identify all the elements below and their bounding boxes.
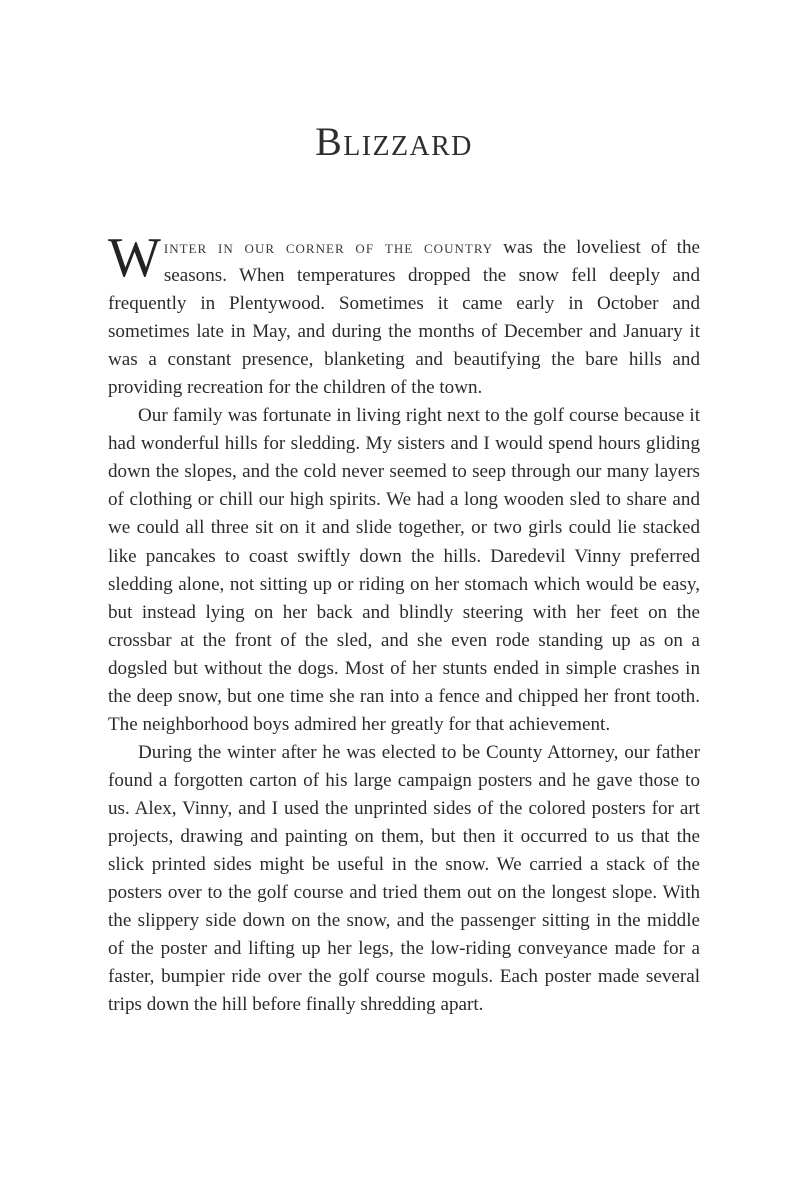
paragraph-3: During the winter after he was elected to be County Attorney, our father found a forgotten carton of his large campaign posters and he gave those to us. Alex, Vinny, and I used the unprinted sides of the colored posters for art projects, drawing and painting on them, but then it occurred to us that the slick printed sides might be useful in the snow. We carried a stack of the posters over to the golf course and tried them out on the longest slope. With the slippery side down on the snow, and the passenger sitting in the middle of the poster and lifting up her legs, the low-riding conveyance made for a faster, bumpier ride over the golf course moguls. Each poster made several trips down the hill before finally shredding apart. — [108, 741, 700, 1016]
drop-cap-initial: W — [108, 227, 161, 289]
small-caps-opening: inter in our corner of the country — [163, 237, 494, 257]
paragraph-2: Our family was fortunate in living right next to the golf course because it had wonderful hills for sledding. My sisters and I would spend hours gliding down the slopes, and the cold never seemed to seep through our many layers of clothing or chill our high spirits. We had a long wooden sled to share and we could all three sit on it and slide together, or two girls could lie stacked like pancakes to coast swiftly down the hills. Daredevil Vinny preferred sledding alone, not sitting up or riding on her stomach which would be easy, but instead lying on her back and blindly steering with her feet on the crossbar at the front of the sled, and she even rode standing up as on a dogsled but without the dogs. Most of her stunts ended in simple crashes in the deep snow, but one time she ran into a fence and chipped her front tooth. The neighborhood boys admired her greatly for that achievement. — [108, 405, 700, 735]
paragraph-1-text: was the loveliest of the seasons. When temperatures dropped the snow fell deeply and frequently in Plentywood. Sometimes it came early in October and sometimes late in May, and during the months of December and January it was a constant presence, blanketing and beautifying the bare hills and providing recreation for the children of the town. — [108, 237, 700, 399]
body-text-block — [108, 227, 700, 1019]
chapter-title: Blizzard — [315, 119, 473, 164]
paragraph-1 — [108, 227, 700, 402]
